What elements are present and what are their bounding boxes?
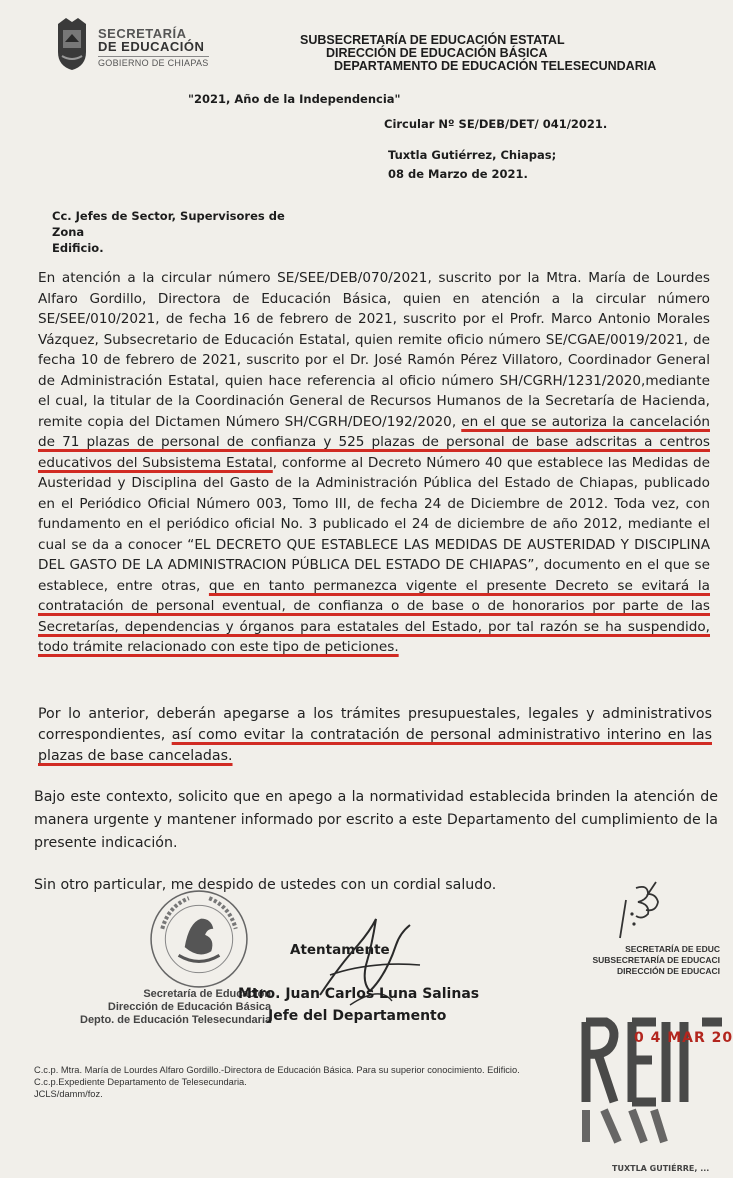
year-motto: "2021, Año de la Independencia": [188, 92, 401, 106]
stamp-left-line-2: Dirección de Educación Básica: [107, 1001, 272, 1013]
paragraph-1: [38, 268, 710, 658]
paragraph-2-underlined: así como evitar la contratación de personal administrativo interino en las plazas de base canceladas.: [38, 727, 712, 764]
recibido-stamp-icon: [584, 992, 724, 1142]
subsecretaria-heading: SUBSECRETARÍA DE EDUCACIÓN ESTATAL: [300, 33, 565, 47]
signer-name: Mtro. Juan Carlos Luna Salinas: [238, 986, 480, 1002]
stamp-right-line-1: SECRETARÍA DE EDUC: [625, 944, 720, 954]
handwritten-note: [612, 880, 662, 940]
carbon-copy-list: [34, 1064, 520, 1100]
logo-line-3: GOBIERNO DE CHIAPAS: [98, 58, 209, 68]
addressee-line-3: Edificio.: [52, 241, 104, 255]
letterhead: [300, 34, 656, 73]
circular-number: Circular Nº SE/DEB/DET/ 041/2021.: [384, 117, 608, 131]
reception-stamp: [586, 944, 733, 1178]
place: Tuxtla Gutiérrez, Chiapas;: [388, 148, 557, 162]
secretaria-logo-text: [98, 26, 209, 68]
stamp-right-bottom: TUXTLA GUTIÉRRE, ...: [612, 1164, 710, 1173]
addressee: [52, 208, 285, 256]
official-seal-icon: [148, 888, 250, 990]
ccp-line-3: JCLS/damm/foz.: [34, 1089, 103, 1099]
paragraph-1-text-a: En atención a la circular número SE/SEE/DEB/070/2021, suscrito por la Mtra. María de Lourdes Alfaro Gordillo, Directora de Educación Básica, quien en atención a la circular número SE/SEE/010/2021, de fecha 16 de febrero de 2021, suscrito por el Profr. Marco Antonio Morales Vázquez, Subsecretario de Educación Estatal, quien remite oficio número SE/CGAE/0019/2021, de fecha 10 de febrero de 2021, suscrito por el Dr. José Ramón Pérez Villatoro, Coordinador General de Administración Estatal, quien hace referencia al oficio número SH/CGRH/1231/2020,mediante el cual, la titular de la Coordinación General de Recursos Humanos de la Secretaría de Hacienda, remite copia del Dictamen Número SH/CGRH/DEO/192/2020,: [38, 270, 710, 430]
stamp-left-line-1: Secretaría de Educación: [143, 988, 272, 1000]
signer-role: Jefe del Departamento: [268, 1008, 447, 1024]
chiapas-coat-of-arms-logo: [52, 16, 92, 72]
ccp-line-1: C.c.p. Mtra. María de Lourdes Alfaro Gordillo.-Directora de Educación Básica. Para su superior conocimiento. Edificio.: [34, 1065, 520, 1075]
handwritten-signature: [300, 905, 440, 1025]
paragraph-1-underlined-decree: que en tanto permanezca vigente el presente Decreto se evitará la contratación de personal eventual, de confianza o de base o de honorarios por parte de las Secretarías, dependencias y órganos para estatales del Estado, por tal razón se ha suspendido, todo trámite relacionado con este tipo de peticiones.: [38, 577, 710, 655]
stamp-right-line-3: DIRECCIÓN DE EDUCACI: [617, 966, 720, 976]
departamento-heading: DEPARTAMENTO DE EDUCACIÓN TELESECUNDARIA: [334, 59, 657, 73]
logo-line-2: DE EDUCACIÓN: [98, 39, 205, 54]
stamp-right-line-2: SUBSECRETARÍA DE EDUCACI: [592, 955, 720, 965]
paragraph-3: Bajo este contexto, solicito que en apego a la normatividad establecida brinden la atención de manera urgente y mantener informado por escrito a este Departamento del cumplimiento de la presente indicación.: [34, 789, 718, 851]
closing-atentamente: Atentamente: [290, 942, 390, 958]
direccion-heading: DIRECCIÓN DE EDUCACIÓN BÁSICA: [326, 46, 548, 60]
paragraph-2: [38, 704, 712, 767]
paragraph-1-text-c: , conforme al Decreto Número 40 que establece las Medidas de Austeridad y Disciplina del Gasto de la Administración Pública del Estado de Chiapas, publicado en el Periódico Oficial Número 003, Tomo III, de fecha 24 de Diciembre de 2012. Toda vez, con fundamento en el periódico oficial No. 3 publicado el 24 de diciembre de año 2012, mediante el cual se da a conocer “EL DECRETO QUE ESTABLECE LAS MEDIDAS DE AUSTERIDAD Y DISCIPLINA DEL GASTO DE LA ADMINISTRACION PÚBLICA DEL ESTADO DE CHIAPAS”, documento en el que se establece, entre otras,: [38, 454, 710, 594]
stamp-left-line-3: Depto. de Educación Telesecundaria: [80, 1014, 272, 1026]
stamp-received-date: 0 4 MAR 20: [634, 1030, 733, 1046]
document-date: 08 de Marzo de 2021.: [388, 167, 528, 181]
paragraph-4: Sin otro particular, me despido de ustedes con un cordial saludo.: [34, 877, 497, 893]
paragraph-1-underlined-cancellation: en el que se autoriza la cancelación de 71 plazas de personal de confianza y 525 plazas de personal de base adscritas a centros educativos del Subsistema Estatal: [38, 413, 710, 471]
ccp-line-2: C.c.p.Expediente Departamento de Telesecundaria.: [34, 1077, 247, 1087]
paragraph-2-text-a: Por lo anterior, deberán apegarse a los trámites presupuestales, legales y administrativos correspondientes,: [38, 706, 712, 743]
addressee-line-1: Cc. Jefes de Sector, Supervisores de: [52, 209, 285, 223]
logo-line-1: SECRETARÍA: [98, 26, 187, 41]
addressee-line-2: Zona: [52, 225, 85, 239]
